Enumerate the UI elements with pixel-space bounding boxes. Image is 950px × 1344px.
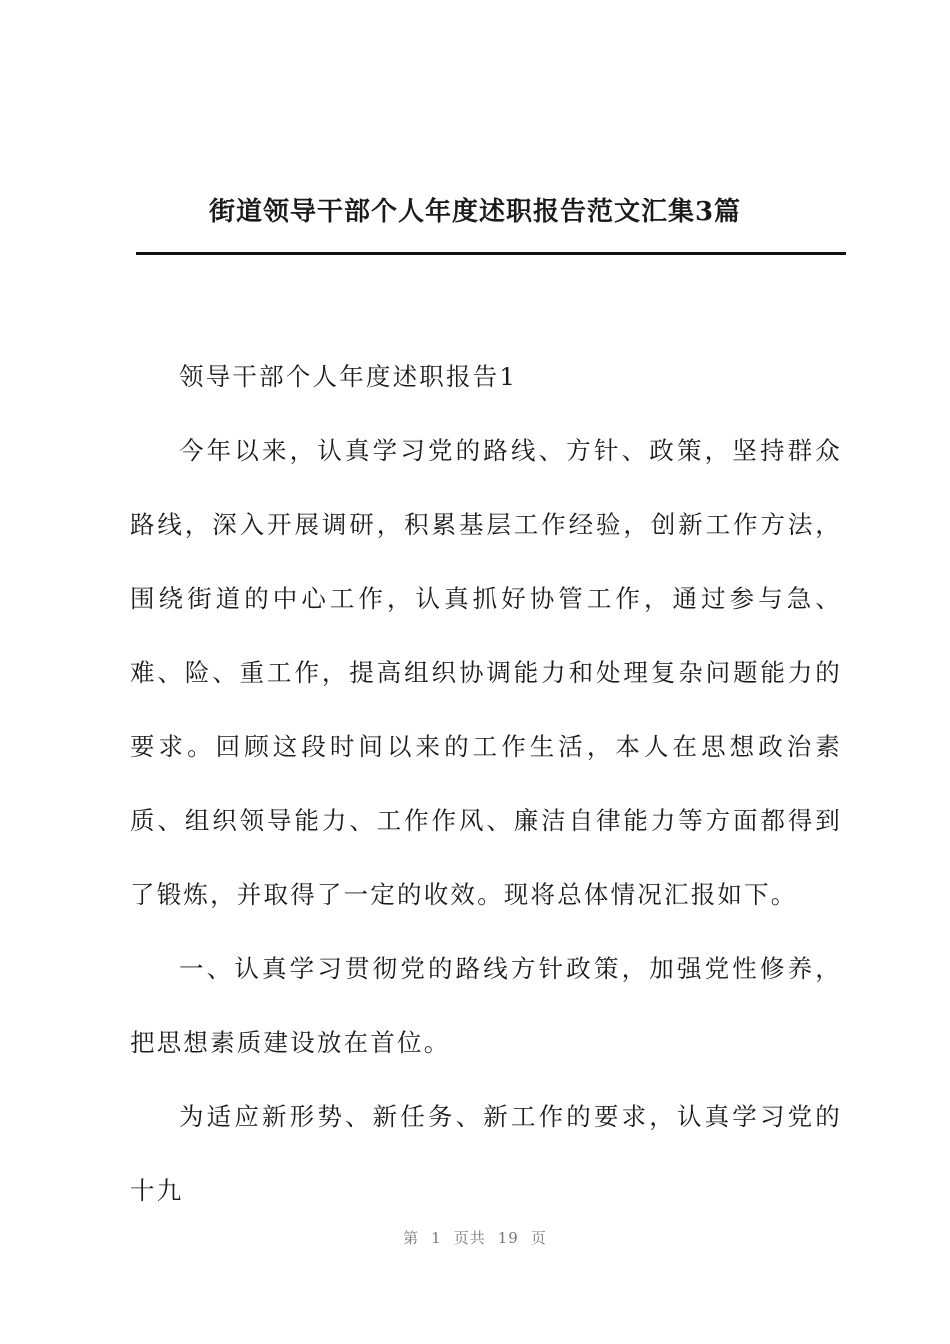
footer-total-pages: 19: [497, 1229, 519, 1247]
footer-suffix: 页: [530, 1229, 547, 1247]
footer-prefix: 第: [403, 1229, 420, 1247]
title-underline: [136, 252, 846, 255]
footer-middle: 页共: [453, 1229, 486, 1247]
paragraph-intro: 今年以来，认真学习党的路线、方针、政策，坚持群众路线，深入开展调研，积累基层工作经验，创新工作方法，围绕街道的中心工作，认真抓好协管工作，通过参与急、难、险、重工作，提高组织协调能力和处理复杂问题能力的要求。回顾这段时间以来的工作生活，本人在思想政治素质、组织领导能力、工作作风、廉洁自律能力等方面都得到了锻炼，并取得了一定的收效。现将总体情况汇报如下。: [130, 436, 842, 909]
section-heading: 领导干部个人年度述职报告1: [179, 362, 518, 391]
document-body: [130, 340, 842, 1228]
paragraph-point-one: 一、认真学习贯彻党的路线方针政策，加强党性修养，把思想素质建设放在首位。: [130, 954, 842, 1057]
footer-page-number: 1: [431, 1229, 442, 1247]
document-title: 街道领导干部个人年度述职报告范文汇集3篇: [208, 197, 742, 227]
page-footer: [0, 1227, 950, 1248]
paragraph-continued: 为适应新形势、新任务、新工作的要求，认真学习党的十九: [130, 1102, 842, 1205]
